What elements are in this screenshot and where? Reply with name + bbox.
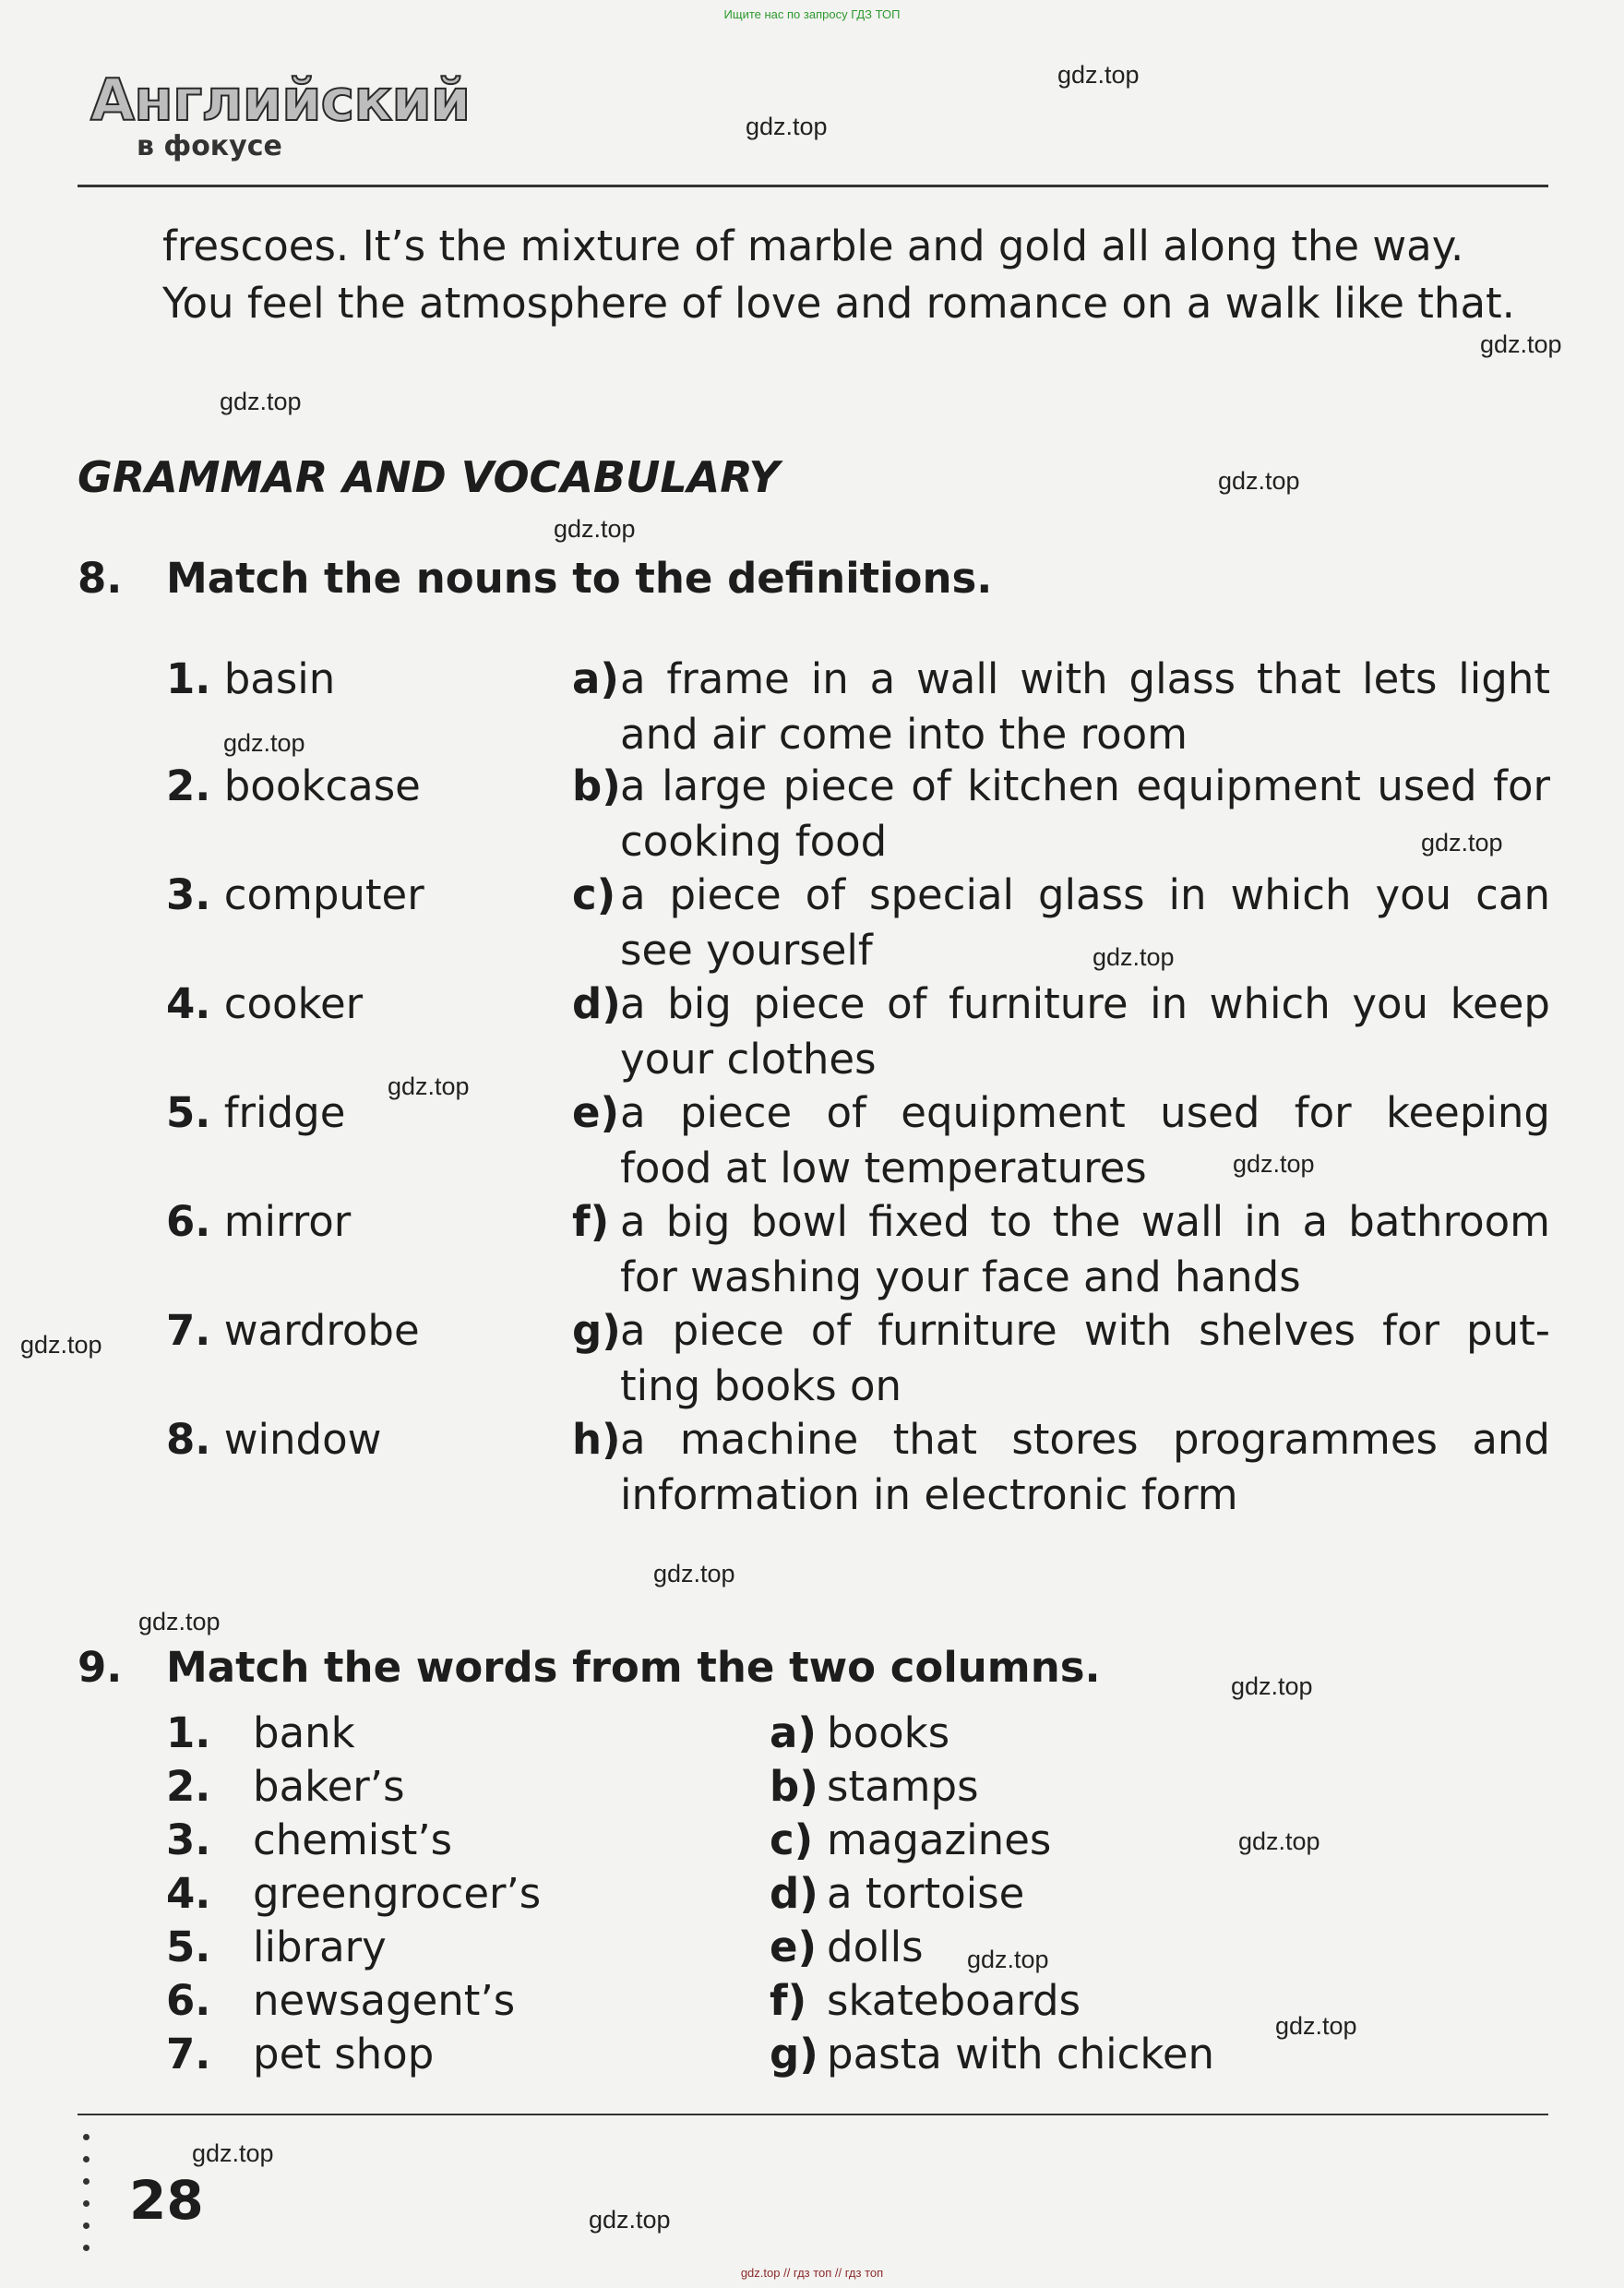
task-instruction: Match the words from the two columns. bbox=[166, 1643, 1101, 1692]
watermark: gdz.top bbox=[967, 1946, 1049, 1973]
task-number: 9. bbox=[78, 1643, 123, 1692]
bottom-footer: gdz.top // гдз топ // гдз топ bbox=[740, 2266, 884, 2280]
word-right: f) skateboards bbox=[770, 1976, 1081, 2025]
watermark: gdz.top bbox=[653, 1560, 735, 1587]
logo-title: Английский bbox=[90, 66, 471, 134]
word-left: 1. bank bbox=[166, 1708, 355, 1757]
task-9-title bbox=[78, 1643, 1101, 1692]
watermark: gdz.top bbox=[1275, 2012, 1357, 2040]
noun-item: 5. fridge bbox=[166, 1088, 346, 1137]
task-number: 8. bbox=[78, 554, 123, 603]
noun-item: 2. bookcase bbox=[166, 761, 421, 810]
definition-item: h) a machine that stores programmes and information in electronic form bbox=[572, 1415, 1550, 1519]
definition-item: e) a piece of equipment used for keeping food at low temperatures bbox=[572, 1088, 1550, 1192]
watermark: gdz.top bbox=[1421, 829, 1503, 857]
definition-item: d) a big piece of furniture in which you keep your clothes bbox=[572, 979, 1550, 1084]
watermark: gdz.top bbox=[746, 113, 828, 140]
watermark: gdz.top bbox=[1233, 1150, 1315, 1178]
watermark: gdz.top bbox=[220, 388, 302, 415]
word-right: a) books bbox=[770, 1708, 950, 1757]
definition-item: c) a piece of special glass in which you can see yourself bbox=[572, 870, 1550, 975]
watermark: gdz.top bbox=[1238, 1827, 1320, 1855]
watermark: gdz.top bbox=[589, 2206, 671, 2234]
watermark: gdz.top bbox=[1218, 467, 1300, 495]
definition-item: g) a piece of furniture with shelves for put- ting books on bbox=[572, 1306, 1550, 1410]
noun-item: 8. window bbox=[166, 1415, 382, 1464]
watermark: gdz.top bbox=[192, 2139, 274, 2167]
definition-item: b) a large piece of kitchen equipment used for cooking food bbox=[572, 761, 1550, 866]
watermark: gdz.top bbox=[554, 515, 636, 543]
noun-item: 7. wardrobe bbox=[166, 1306, 420, 1355]
word-right: e) dolls bbox=[770, 1923, 924, 1971]
top-banner: Ищите нас по запросу ГДЗ ТОП bbox=[723, 7, 901, 21]
watermark: gdz.top bbox=[1480, 330, 1562, 358]
watermark: gdz.top bbox=[223, 729, 305, 757]
word-left: 6. newsagent’s bbox=[166, 1976, 516, 2025]
intro-paragraph: frescoes. It’s the mixture of marble and gold all along the way. You feel the atmosphere of love and romance on a walk like that. bbox=[162, 222, 1515, 328]
word-right: d) a tortoise bbox=[770, 1869, 1025, 1918]
watermark: gdz.top bbox=[20, 1331, 102, 1359]
word-left: 2. baker’s bbox=[166, 1762, 405, 1811]
logo-subtitle: в фокусе bbox=[137, 130, 282, 162]
task-instruction: Match the nouns to the definitions. bbox=[166, 554, 993, 603]
word-right: b) stamps bbox=[770, 1762, 979, 1811]
watermark: gdz.top bbox=[388, 1072, 470, 1100]
word-right: c) magazines bbox=[770, 1815, 1052, 1864]
watermark: gdz.top bbox=[1093, 943, 1175, 971]
page-number: 28 bbox=[129, 2169, 204, 2232]
word-left: 4. greengrocer’s bbox=[166, 1869, 542, 1918]
section-heading: GRAMMAR AND VOCABULARY bbox=[78, 452, 780, 502]
noun-item: 4. cooker bbox=[166, 979, 364, 1028]
noun-item: 3. computer bbox=[166, 870, 424, 919]
noun-item: 6. mirror bbox=[166, 1197, 352, 1246]
word-left: 3. chemist’s bbox=[166, 1815, 453, 1864]
watermark: gdz.top bbox=[1057, 61, 1140, 89]
definition-item: f) a big bowl fixed to the wall in a bathroom for washing your face and hands bbox=[572, 1197, 1550, 1301]
task-8-title bbox=[78, 554, 992, 603]
word-right: g) pasta with chicken bbox=[770, 2030, 1215, 2078]
word-left: 7. pet shop bbox=[166, 2030, 435, 2078]
margin-dots bbox=[83, 2134, 90, 2267]
footer-rule bbox=[78, 2114, 1548, 2115]
header-rule bbox=[78, 185, 1548, 187]
noun-item: 1. basin bbox=[166, 654, 336, 703]
watermark: gdz.top bbox=[138, 1608, 221, 1635]
definition-item: a) a frame in a wall with glass that lets light and air come into the room bbox=[572, 654, 1550, 759]
watermark: gdz.top bbox=[1231, 1672, 1313, 1700]
word-left: 5. library bbox=[166, 1923, 387, 1971]
